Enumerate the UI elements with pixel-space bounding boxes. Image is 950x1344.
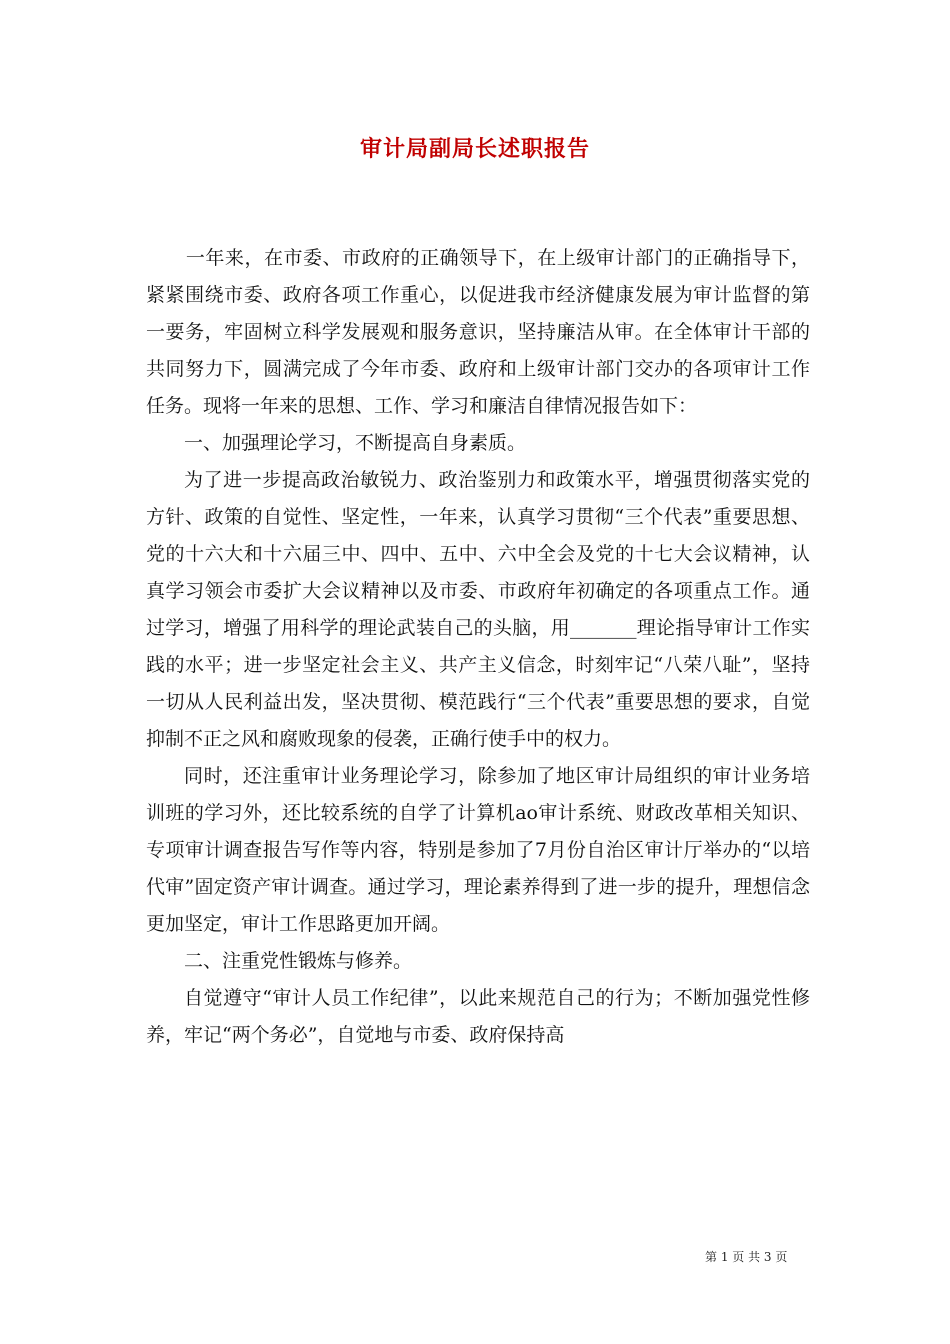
section-heading-1: 一、加强理论学习，不断提高自身素质。 — [184, 432, 527, 454]
document-body — [146, 240, 810, 1054]
section-heading-2: 二、注重党性锻炼与修养。 — [184, 950, 413, 972]
paragraph-business-study: 同时，还注重审计业务理论学习，除参加了地区审计局组织的审计业务培训班的学习外，还比较系统的自学了计算机ao审计系统、财政改革相关知识、专项审计调查报告写作等内容，特别是参加了7月份自治区审计厅举办的“以培代审”固定资产审计调查。通过学习，理论素养得到了进一步的提升，理想信念更加坚定，审计工作思路更加开阔。 — [146, 765, 810, 935]
document-title: 审计局副局长述职报告 — [359, 136, 590, 162]
paragraph-intro: 一年来，在市委、市政府的正确领导下，在上级审计部门的正确指导下，紧紧围绕市委、政府各项工作重心，以促进我市经济健康发展为审计监督的第一要务，牢固树立科学发展观和服务意识，坚持廉洁从审。在全体审计干部的共同努力下，圆满完成了今年市委、政府和上级审计部门交办的各项审计工作任务。现将一年来的思想、工作、学习和廉洁自律情况报告如下： — [146, 247, 810, 417]
paragraph-discipline: 自觉遵守“审计人员工作纪律”，以此来规范自己的行为；不断加强党性修养，牢记“两个务必”，自觉地与市委、政府保持高 — [146, 987, 810, 1046]
paragraph-theory-study: 为了进一步提高政治敏锐力、政治鉴别力和政策水平，增强贯彻落实党的方针、政策的自觉性、坚定性，一年来，认真学习贯彻“三个代表”重要思想、党的十六大和十六届三中、四中、五中、六中全会及党的十七大会议精神，认真学习领会市委扩大会议精神以及市委、市政府年初确定的各项重点工作。通过学习，增强了用科学的理论武装自己的头脑，用_______理论指导审计工作实践的水平；进一步坚定社会主义、共产主义信念，时刻牢记“八荣八耻”，坚持一切从人民利益出发，坚决贯彻、模范践行“三个代表”重要思想的要求，自觉抑制不正之风和腐败现象的侵袭，正确行使手中的权力。 — [146, 469, 810, 750]
page-number: 第 1 页 共 3 页 — [705, 1250, 788, 1264]
